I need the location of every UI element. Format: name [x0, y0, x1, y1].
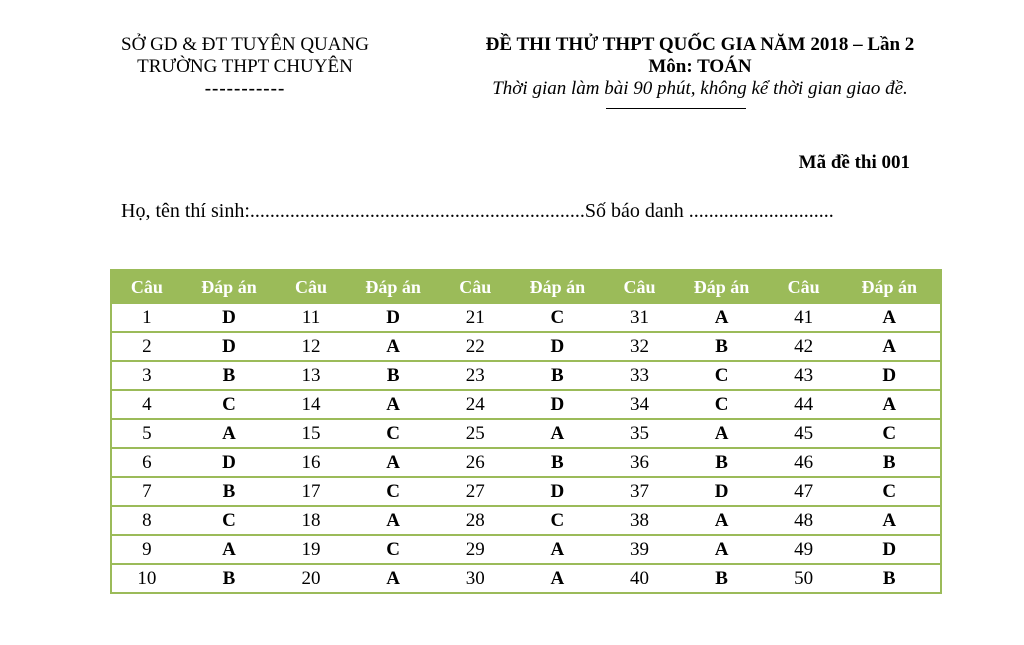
question-number-cell: 17	[276, 477, 346, 506]
question-number-cell: 33	[605, 361, 675, 390]
question-number-cell: 42	[769, 332, 839, 361]
answer-cell: A	[839, 332, 941, 361]
answer-cell: A	[346, 332, 441, 361]
question-number-cell: 38	[605, 506, 675, 535]
question-number-cell: 12	[276, 332, 346, 361]
answer-cell: C	[510, 506, 605, 535]
exam-title: ĐỀ THI THỬ THPT QUỐC GIA NĂM 2018 – Lần 2	[485, 34, 915, 55]
question-number-cell: 3	[111, 361, 182, 390]
exam-header	[440, 34, 960, 109]
exam-subject: Môn: TOÁN	[648, 56, 752, 77]
answer-cell: B	[182, 477, 277, 506]
answer-cell: D	[182, 332, 277, 361]
question-number-cell: 31	[605, 304, 675, 332]
header-divider: -----------	[204, 78, 286, 99]
answer-cell: B	[674, 448, 769, 477]
answer-cell: D	[510, 477, 605, 506]
answer-cell: C	[182, 390, 277, 419]
table-row	[111, 304, 941, 332]
question-number-cell: 46	[769, 448, 839, 477]
question-number-cell: 20	[301, 567, 321, 589]
column-header: Câu	[111, 270, 182, 304]
question-number-cell: 6	[111, 448, 182, 477]
answer-cell: A	[674, 535, 769, 564]
table-row	[111, 506, 941, 535]
answer-cell: B	[674, 332, 769, 361]
question-number-cell: 29	[440, 535, 510, 564]
question-number-cell: 28	[440, 506, 510, 535]
question-number-cell: 34	[605, 390, 675, 419]
answer-cell: C	[674, 390, 769, 419]
question-number-cell: 4	[111, 390, 182, 419]
table-row	[111, 477, 941, 506]
question-number-cell: 49	[769, 535, 839, 564]
table-row	[111, 419, 941, 448]
question-number-cell: 25	[440, 419, 510, 448]
answer-cell: A	[346, 390, 441, 419]
question-number-cell: 16	[276, 448, 346, 477]
answer-cell: D	[346, 304, 441, 332]
question-number-cell: 50	[794, 567, 814, 589]
table-row	[111, 448, 941, 477]
column-header: Đáp án	[674, 270, 769, 304]
question-number-cell: 11	[276, 304, 346, 332]
question-number-cell: 7	[111, 477, 182, 506]
answer-cell: B	[839, 448, 941, 477]
question-number-cell: 37	[605, 477, 675, 506]
exam-time-note: Thời gian làm bài 90 phút, không kể thời gian giao đề.	[492, 78, 908, 99]
answer-cell: A	[346, 506, 441, 535]
question-number-cell: 47	[769, 477, 839, 506]
answer-cell: A	[182, 535, 277, 564]
column-header: Câu	[605, 270, 675, 304]
table-row	[111, 361, 941, 390]
answer-cell: C	[346, 477, 441, 506]
answer-cell: A	[839, 304, 941, 332]
question-number-cell: 27	[440, 477, 510, 506]
question-number-cell: 39	[605, 535, 675, 564]
table-row	[111, 332, 941, 361]
answer-cell: D	[510, 332, 605, 361]
question-number-cell: 13	[276, 361, 346, 390]
answer-cell: D	[182, 448, 277, 477]
table-row	[111, 564, 941, 593]
question-number-cell: 30	[465, 567, 485, 589]
answer-cell: C	[510, 304, 605, 332]
answer-cell: A	[346, 448, 441, 477]
answer-cell: C	[346, 535, 441, 564]
question-number-cell: 14	[276, 390, 346, 419]
answer-cell: B	[346, 361, 441, 390]
answer-cell: C	[839, 477, 941, 506]
question-number-cell: 44	[769, 390, 839, 419]
answer-cell: D	[510, 390, 605, 419]
answer-cell: A	[386, 567, 401, 589]
question-number-cell: 45	[769, 419, 839, 448]
question-number-cell: 36	[605, 448, 675, 477]
question-number-cell: 15	[276, 419, 346, 448]
answer-cell: A	[839, 390, 941, 419]
question-number-cell: 32	[605, 332, 675, 361]
answer-cell: A	[182, 419, 277, 448]
answer-cell: A	[674, 506, 769, 535]
answer-cell: A	[839, 506, 941, 535]
question-number-cell: 8	[111, 506, 182, 535]
answer-cell: D	[839, 361, 941, 390]
answer-cell: A	[550, 567, 565, 589]
column-header: Đáp án	[839, 270, 941, 304]
question-number-cell: 41	[769, 304, 839, 332]
school-name: TRƯỜNG THPT CHUYÊN	[137, 56, 353, 77]
answer-cell: B	[882, 567, 896, 589]
answer-cell: C	[674, 361, 769, 390]
column-header: Đáp án	[346, 270, 441, 304]
answer-cell: B	[510, 361, 605, 390]
answer-cell: B	[715, 567, 728, 589]
header-rule	[606, 108, 746, 109]
question-number-cell: 26	[440, 448, 510, 477]
column-header: Câu	[440, 270, 510, 304]
column-header: Đáp án	[182, 270, 277, 304]
question-number-cell: 22	[440, 332, 510, 361]
question-number-cell: 35	[605, 419, 675, 448]
answer-cell: D	[674, 477, 769, 506]
student-info-line: Họ, tên thí sinh:...................................................................Số báo danh .............................	[121, 200, 834, 222]
answer-cell: C	[346, 419, 441, 448]
answer-cell: A	[674, 419, 769, 448]
answer-cell: B	[182, 361, 277, 390]
column-header: Câu	[769, 270, 839, 304]
question-number-cell: 43	[769, 361, 839, 390]
question-number-cell: 5	[111, 419, 182, 448]
question-number-cell: 21	[440, 304, 510, 332]
answer-cell: A	[510, 535, 605, 564]
answer-key-table	[110, 269, 942, 594]
table-row	[111, 535, 941, 564]
question-number-cell: 24	[440, 390, 510, 419]
column-header: Câu	[276, 270, 346, 304]
answer-cell: C	[839, 419, 941, 448]
school-header	[100, 34, 390, 100]
question-number-cell: 19	[276, 535, 346, 564]
question-number-cell: 9	[111, 535, 182, 564]
question-number-cell: 10	[137, 567, 157, 589]
answer-cell: A	[674, 304, 769, 332]
table-header-row	[111, 270, 941, 304]
question-number-cell: 2	[111, 332, 182, 361]
question-number-cell: 40	[629, 567, 649, 589]
table-row	[111, 390, 941, 419]
column-header: Đáp án	[510, 270, 605, 304]
question-number-cell: 48	[769, 506, 839, 535]
answer-cell: A	[510, 419, 605, 448]
exam-code: Mã đề thi 001	[798, 152, 910, 173]
question-number-cell: 1	[111, 304, 182, 332]
answer-cell: B	[222, 567, 236, 589]
department-name: SỞ GD & ĐT TUYÊN QUANG	[121, 34, 369, 55]
answer-cell: C	[182, 506, 277, 535]
answer-cell: D	[839, 535, 941, 564]
question-number-cell: 18	[276, 506, 346, 535]
answer-cell: B	[510, 448, 605, 477]
question-number-cell: 23	[440, 361, 510, 390]
answer-cell: D	[182, 304, 277, 332]
